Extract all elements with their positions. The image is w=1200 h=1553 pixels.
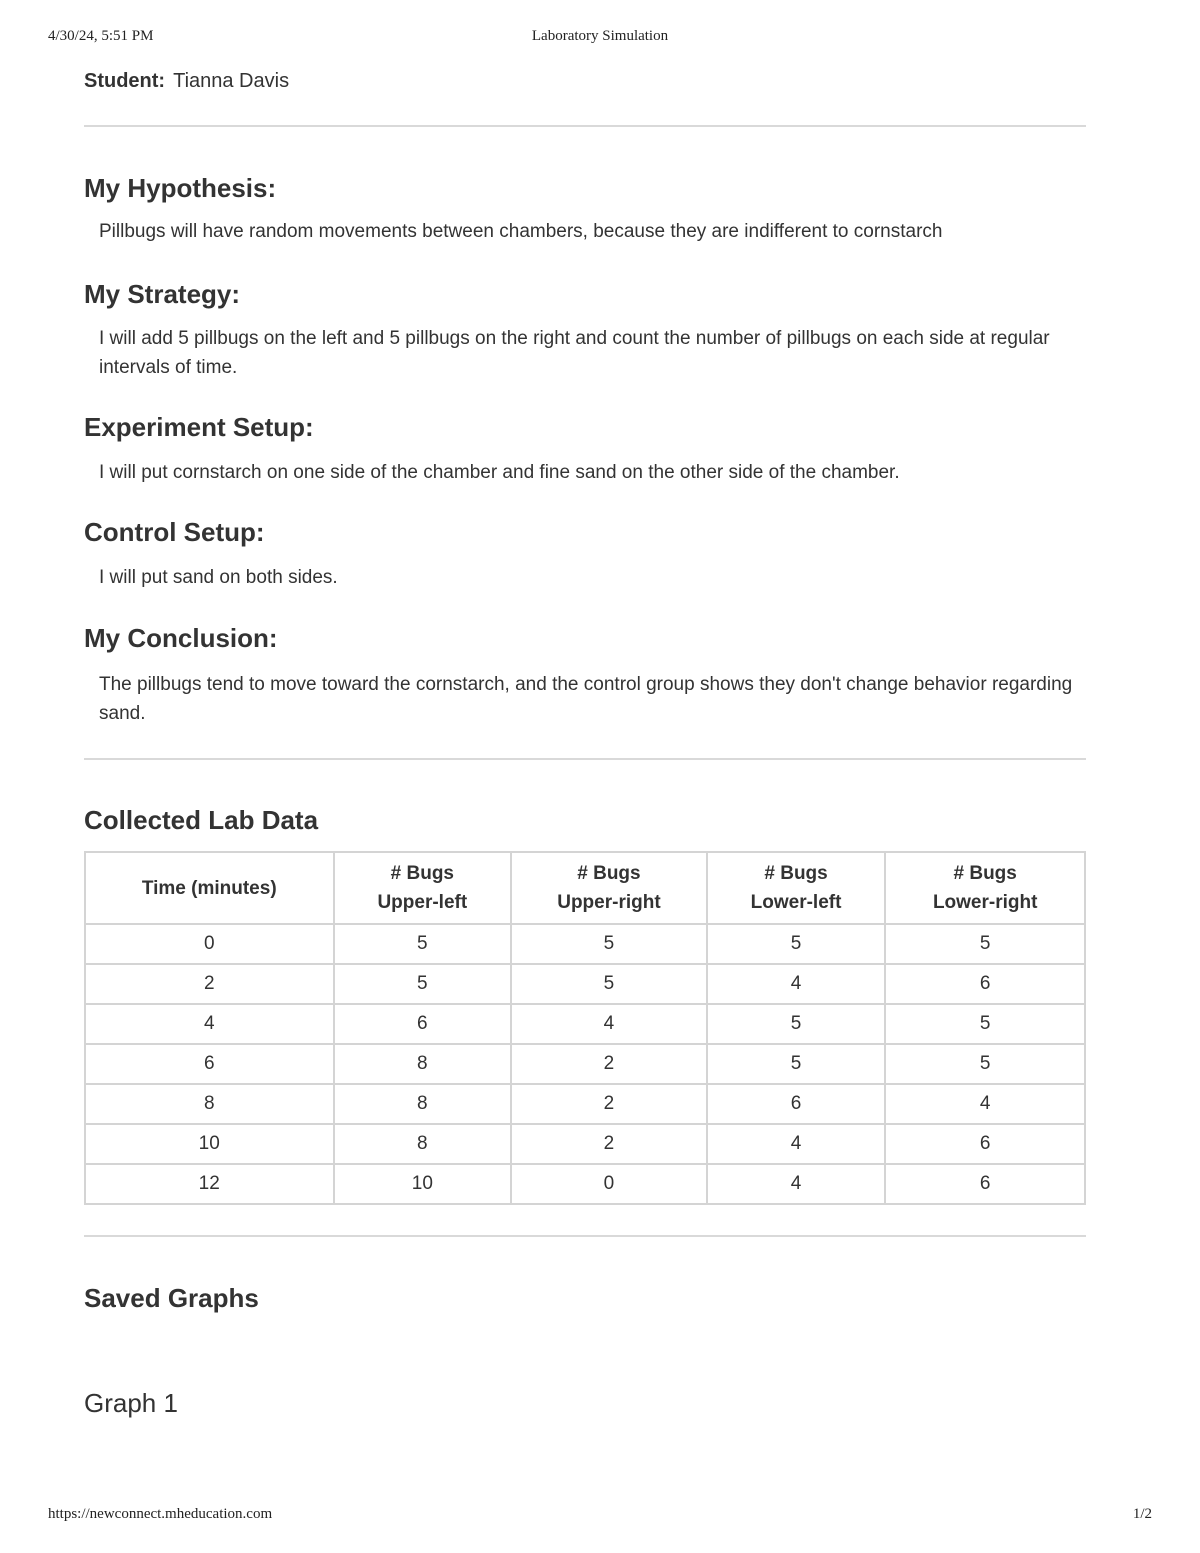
report-content	[84, 66, 1086, 1420]
page-url: https://newconnect.mheducation.com	[48, 1506, 273, 1522]
print-header	[48, 28, 1152, 48]
table-cell: 6	[707, 1084, 886, 1124]
table-cell: 5	[885, 924, 1085, 964]
table-cell: 4	[707, 1164, 886, 1204]
table-row	[85, 1164, 1085, 1204]
table-cell: 0	[85, 924, 334, 964]
table-cell: 4	[885, 1084, 1085, 1124]
table-cell: 6	[85, 1044, 334, 1084]
graph-title: Graph 1	[84, 1388, 178, 1418]
table-cell: 5	[511, 924, 707, 964]
experiment-setup-text: I will put cornstarch on one side of the chamber and fine sand on the other side of the chamber.	[99, 462, 900, 483]
print-date: 4/30/24, 5:51 PM	[48, 28, 154, 44]
table-row	[85, 1084, 1085, 1124]
table-cell: 5	[885, 1044, 1085, 1084]
strategy-heading: My Strategy:	[84, 279, 241, 309]
table-cell: 4	[85, 1004, 334, 1044]
hypothesis-heading: My Hypothesis:	[84, 173, 277, 203]
table-cell: 10	[334, 1164, 512, 1204]
table-cell: 5	[707, 924, 886, 964]
table-cell: 2	[511, 1124, 707, 1164]
table-cell: 2	[511, 1084, 707, 1124]
column-header: # Bugs Upper-right	[511, 852, 707, 924]
table-cell: 8	[334, 1044, 512, 1084]
table-row	[85, 1004, 1085, 1044]
column-header: # Bugs Lower-right	[885, 852, 1085, 924]
lab-data-heading: Collected Lab Data	[84, 805, 319, 835]
table-header-row	[85, 852, 1085, 924]
table-row	[85, 1044, 1085, 1084]
table-cell: 12	[85, 1164, 334, 1204]
table-cell: 6	[334, 1004, 512, 1044]
table-cell: 5	[885, 1004, 1085, 1044]
student-label: Student:	[84, 70, 166, 92]
table-cell: 5	[334, 964, 512, 1004]
print-footer	[48, 1506, 1152, 1526]
experiment-setup-heading: Experiment Setup:	[84, 412, 314, 442]
table-cell: 8	[334, 1124, 512, 1164]
table-row	[85, 924, 1085, 964]
conclusion-heading: My Conclusion:	[84, 623, 278, 653]
table-cell: 0	[511, 1164, 707, 1204]
table-cell: 4	[707, 1124, 886, 1164]
table-cell: 6	[885, 964, 1085, 1004]
table-cell: 5	[511, 964, 707, 1004]
table-cell: 5	[707, 1044, 886, 1084]
table-cell: 2	[85, 964, 334, 1004]
column-header: # Bugs Upper-left	[334, 852, 512, 924]
document-title: Laboratory Simulation	[531, 28, 669, 44]
table-cell: 4	[511, 1004, 707, 1044]
table-row	[85, 964, 1085, 1004]
divider	[84, 758, 1086, 760]
table-cell: 4	[707, 964, 886, 1004]
divider	[84, 1235, 1086, 1237]
control-setup-heading: Control Setup:	[84, 517, 265, 547]
table-cell: 6	[885, 1164, 1085, 1204]
table-cell: 6	[885, 1124, 1085, 1164]
conclusion-text: The pillbugs tend to move toward the cornstarch, and the control group shows they don't change behavior regarding sand.	[99, 674, 1073, 724]
table-cell: 8	[85, 1084, 334, 1124]
table-cell: 10	[85, 1124, 334, 1164]
page-number: 1/2	[1132, 1506, 1152, 1522]
hypothesis-text: Pillbugs will have random movements between chambers, because they are indifferent to cornstarch	[99, 221, 943, 242]
table-cell: 5	[707, 1004, 886, 1044]
column-header: Time (minutes)	[85, 852, 334, 924]
divider	[84, 125, 1086, 127]
table-cell: 2	[511, 1044, 707, 1084]
student-line	[84, 66, 1086, 96]
table-row	[85, 1124, 1085, 1164]
control-setup-text: I will put sand on both sides.	[99, 567, 338, 588]
lab-data-table	[84, 851, 1086, 1205]
column-header: # Bugs Lower-left	[707, 852, 886, 924]
table-cell: 8	[334, 1084, 512, 1124]
table-cell: 5	[334, 924, 512, 964]
student-name: Tianna Davis	[173, 70, 290, 92]
saved-graphs-heading: Saved Graphs	[84, 1283, 259, 1313]
strategy-text: I will add 5 pillbugs on the left and 5 pillbugs on the right and count the number of pillbugs on each side at regular intervals of time.	[99, 328, 1050, 378]
